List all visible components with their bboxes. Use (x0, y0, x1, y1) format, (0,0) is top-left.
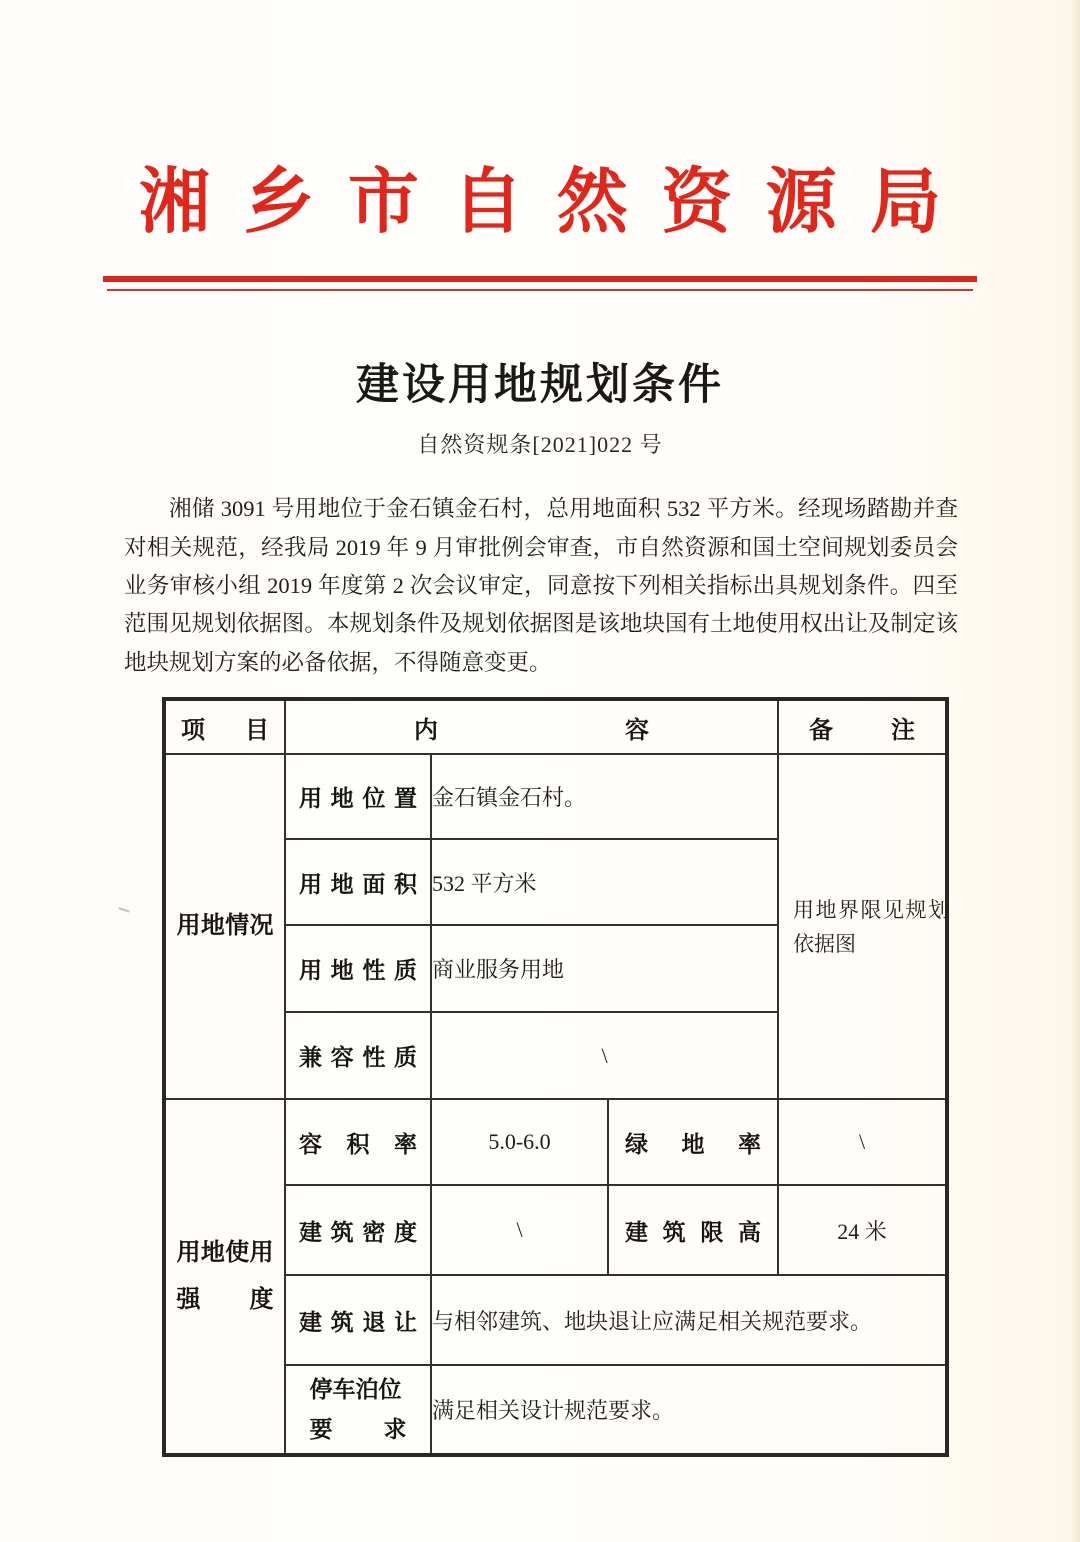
header-remark-label: 备注 (809, 717, 915, 744)
cell-remark (778, 754, 947, 1099)
header-remark (778, 699, 947, 754)
letterhead-rule-thin (107, 289, 973, 291)
header-content (285, 699, 778, 754)
cell-far-value: 5.0-6.0 (431, 1099, 608, 1185)
cell-parking-label-line1: 停车泊位 (309, 1376, 402, 1402)
cell-land-location-label: 用地位置 (285, 754, 431, 839)
cell-parking-label (285, 1365, 431, 1455)
cell-parking-value: 满足相关设计规范要求。 (431, 1365, 947, 1455)
cell-land-nature-label: 用地性质 (285, 925, 431, 1012)
agency-letterhead: 湘乡市自然资源局 (139, 164, 941, 242)
section-intensity-label-line2: 强度 (176, 1286, 274, 1313)
letterhead-rule-thick (103, 276, 977, 282)
cell-land-area-label: 用地面积 (285, 839, 431, 925)
cell-land-location-value: 金石镇金石村。 (431, 754, 778, 839)
cell-land-area-value: 532 平方米 (431, 839, 778, 925)
remark-text: 用地界限见规划依据图 (793, 897, 949, 956)
cell-height-limit-label: 建筑限高 (608, 1185, 778, 1275)
section-land-info-label: 用地情况 (176, 913, 274, 940)
body-paragraph: 湘储 3091 号用地位于金石镇金石村，总用地面积 532 平方米。经现场踏勘并查对相关规范，经我局 2019 年 9 月审批例会审查，市自然资源和国土空间规划委员会业务审核小组 2019 年度第 2 次会议审定，同意按下列相关指标出具规划条件。四至范围见规划依据图。本规划条件及规划依据图是该地块国有土地使用权出让及制定该地块规划方案的必备依据，不得随意变更。 (124, 496, 958, 675)
cell-height-limit-value: 24 米 (778, 1185, 947, 1275)
row-land-location (164, 754, 947, 839)
header-content-label: 内容 (414, 717, 649, 744)
cell-parking-label-line2: 要求 (309, 1416, 407, 1442)
cell-setback-label: 建筑退让 (285, 1275, 431, 1365)
row-far-green (164, 1099, 947, 1185)
header-item-label: 项目 (181, 717, 269, 744)
scan-artifact-mark (118, 904, 130, 912)
cell-density-label: 建筑密度 (285, 1185, 431, 1275)
section-land-info (164, 754, 285, 1099)
cell-compatible-label: 兼容性质 (285, 1012, 431, 1099)
cell-far-label: 容积率 (285, 1099, 431, 1185)
table-header-row (164, 699, 947, 754)
cell-density-value: \ (431, 1185, 608, 1275)
cell-compatible-value: \ (431, 1012, 778, 1099)
document-title: 建设用地规划条件 (356, 362, 724, 410)
section-intensity (164, 1099, 285, 1455)
cell-green-rate-label: 绿地率 (608, 1099, 778, 1185)
document-number: 自然资规条[2021]022 号 (417, 432, 663, 458)
cell-setback-value: 与相邻建筑、地块退让应满足相关规范要求。 (431, 1275, 947, 1365)
planning-conditions-table (162, 697, 949, 1457)
section-intensity-label-line1: 用地使用 (176, 1239, 274, 1266)
header-item (164, 699, 285, 754)
cell-land-nature-value: 商业服务用地 (431, 925, 778, 1012)
cell-green-rate-value: \ (778, 1099, 947, 1185)
